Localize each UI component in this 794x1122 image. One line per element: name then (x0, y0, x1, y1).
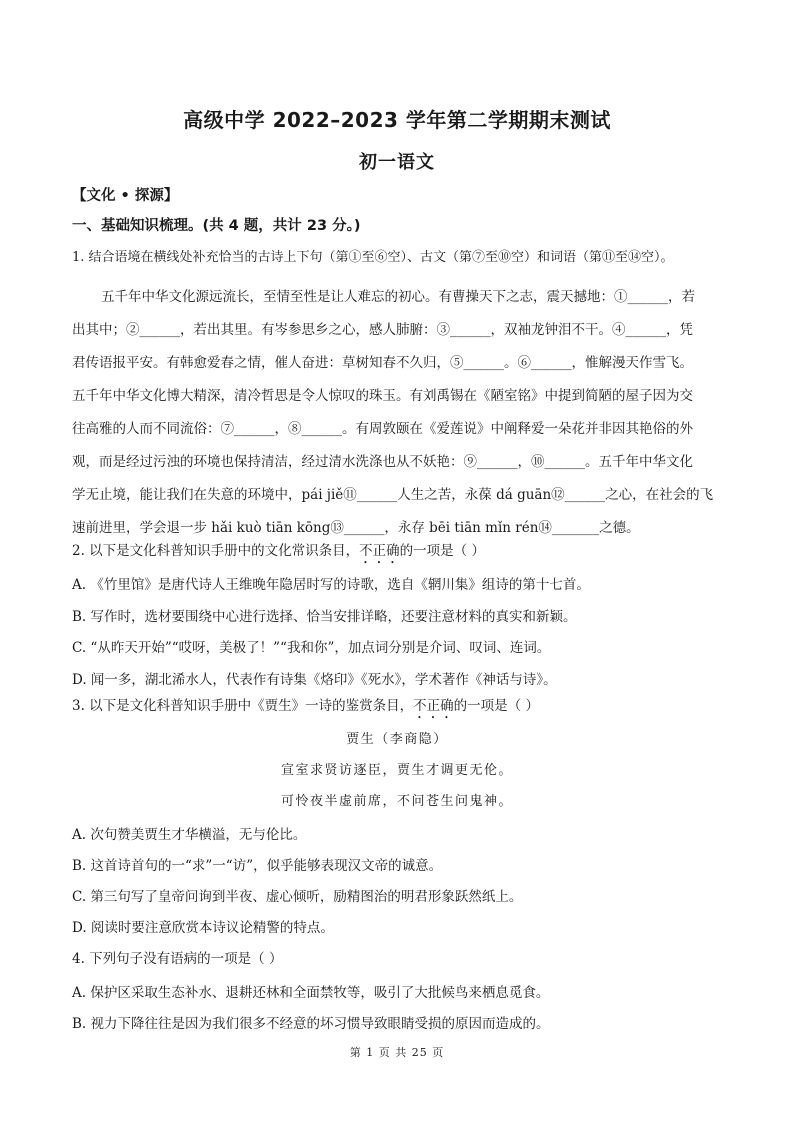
section-tag: 【文化 • 探源】 (72, 188, 179, 204)
page-number: 第 1 页 共 25 页 (349, 1046, 445, 1059)
q2-stem-text: 的一项是（ ） (399, 543, 485, 559)
q1-passage-line: 出其中；②______，若出其里。有岑参思乡之心，感人肺腑：③______，双袖龙钟泪不干。④______，凭 (72, 322, 693, 338)
q3-stem (72, 696, 722, 722)
q4-stem: 4. 下列句子没有语病的一项是（ ） (72, 951, 283, 967)
poem-line: 可怜夜半虚前席，不问苍生问鬼神。 (280, 794, 513, 809)
exam-subject: 初一语文 (359, 152, 435, 173)
q3-option-b: B. 这首诗首句的一“求”一“访”，似乎能够表现汉文帝的诚意。 (72, 858, 443, 874)
q4-option-b: B. 视力下降往往是因为我们很多不经意的坏习惯导致眼睛受损的原因而造成的。 (72, 1016, 550, 1032)
q3-option-d: D. 阅读时要注意欣赏本诗议论精警的特点。 (72, 920, 334, 936)
exam-title: 高级中学 2022–2023 学年第二学期期末测试 (183, 108, 611, 132)
q2-stem (72, 541, 722, 567)
q2-stem-text: 2. 以下是文化科普知识手册中的文化常识条目， (72, 543, 360, 559)
poem-line: 宣室求贤访逐臣，贾生才调更无伦。 (280, 763, 513, 778)
q3-stem-text: 的一项是（ ） (453, 698, 539, 714)
q2-option-b: B. 写作时，选材要围绕中心进行选择、恰当安排详略，还要注意材料的真实和新颖。 (72, 609, 577, 625)
q2-option-a: A. 《竹里馆》是唐代诗人王维晚年隐居时写的诗歌，选自《辋川集》组诗的第十七首。 (72, 577, 590, 593)
q4-option-a: A. 保护区采取生态补水、退耕还林和全面禁牧等，吸引了大批候鸟来栖息觅食。 (72, 985, 550, 1001)
q1-passage-line: 五千年中华文化博大精深，清冷哲思是令人惊叹的珠玉。有刘禹锡在《陋室铭》中提到简陋的屋子因为交 (72, 388, 693, 404)
q2-stem-emphasis: 不正确 (359, 543, 400, 559)
q3-stem-text: 3. 以下是文化科普知识手册中《贾生》一诗的鉴赏条目， (72, 698, 414, 714)
q3-option-a: A. 次句赞美贾生才华横溢，无与伦比。 (72, 827, 307, 843)
q1-passage-line: 速前进里，学会退一步 hǎi kuò tiān kōng⑬______，永存 bēi tiān mǐn rén⑭_______之德。 (72, 520, 640, 536)
q3-stem-emphasis: 不正确 (413, 698, 454, 714)
q1-stem: 1. 结合语境在横线处补充恰当的古诗上下句（第①至⑥空）、古文（第⑦至⑩空）和词语（第⑪至⑭空）。 (72, 250, 674, 265)
section-heading: 一、基础知识梳理。(共 4 题，共计 23 分。) (72, 218, 361, 234)
q1-passage-line: 君传语报平安。有韩愈爱春之情，催人奋进：草树知春不久归，⑤______。⑥______，惟解漫天作雪飞。 (72, 355, 693, 371)
q3-option-c: C. 第三句写了皇帝问询到半夜、虚心倾听，励精图治的明君形象跃然纸上。 (72, 889, 523, 905)
q1-passage-line: 五千年中华文化源远流长，至情至性是让人难忘的初心。有曹操天下之志，震天撼地：①______，若 (101, 289, 695, 305)
q2-option-d: D. 闻一多，湖北浠水人，代表作有诗集《烙印》《死水》，学术著作《神话与诗》。 (72, 672, 557, 688)
q1-passage-line: 学无止境，能让我们在失意的环境中，pái jiě⑪______人生之苦，永葆 dá guān⑫______之心，在社会的飞 (72, 487, 714, 503)
q1-passage-line: 往高雅的人而不同流俗：⑦______，⑧______。有周敦颐在《爱莲说》中阐释爱一朵花并非因其艳俗的外 (72, 421, 693, 437)
q2-option-c: C. “从昨天开始”“哎呀，美极了！”“我和你”，加点词分别是介词、叹词、连词。 (72, 640, 551, 656)
poem-title: 贾生（李商隐） (346, 732, 448, 747)
q1-passage-line: 观，而是经过污浊的环境也保持清洁，经过清水洗涤也从不妖艳：⑨______，⑩______。五千年中华文化 (72, 454, 693, 470)
